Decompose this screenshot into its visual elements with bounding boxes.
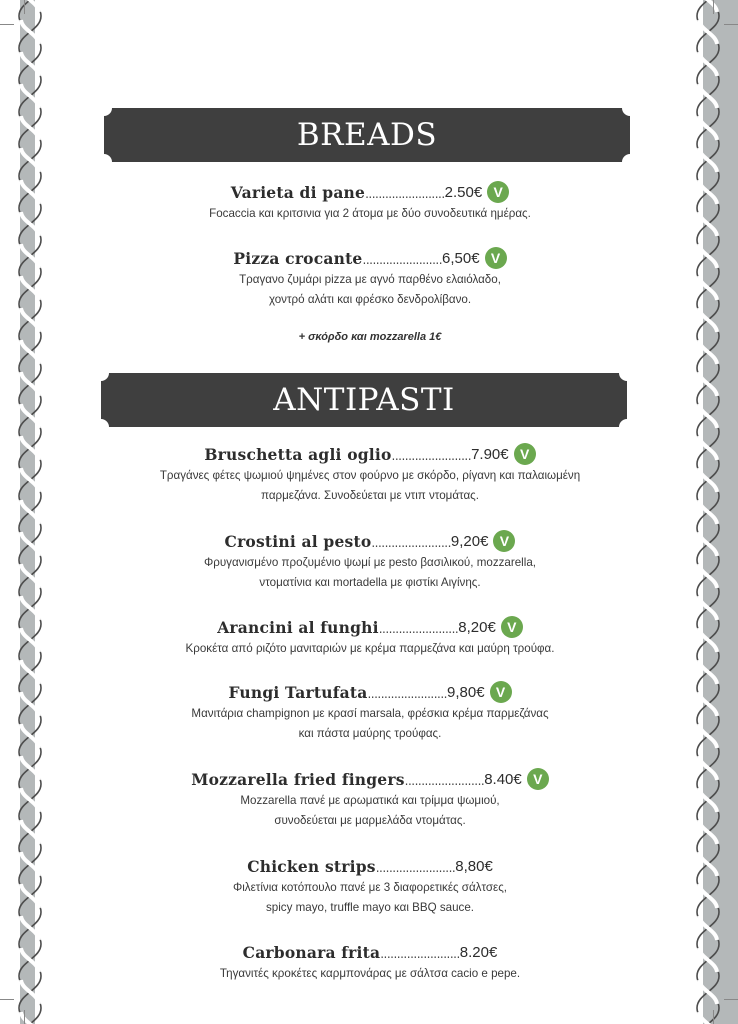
item-name: Bruschetta agli oglio <box>204 444 392 464</box>
item-price: 7.90€ <box>471 445 509 463</box>
item-dots: ........................ <box>404 774 485 788</box>
vegetarian-icon: V <box>485 247 507 269</box>
item-dots: ........................ <box>365 187 445 201</box>
item-dots: ........................ <box>378 622 459 636</box>
left-rope-border <box>0 0 60 1024</box>
menu-item <box>90 616 650 659</box>
vegetarian-icon: V <box>501 616 523 638</box>
crop-mark <box>724 999 738 1000</box>
crop-mark <box>724 24 738 25</box>
antipasti-banner <box>101 373 627 427</box>
right-rope-border <box>678 0 738 1024</box>
vegetarian-icon: V <box>490 681 512 703</box>
item-description: Φρυγανισμένο προζυμένιο ψωμί με pesto βασιλικού, mozzarella, ντοματίνια και mortadella με φιστίκι Αιγίνης. <box>204 556 536 589</box>
menu-item <box>90 768 650 831</box>
item-price: 9,20€ <box>450 532 489 550</box>
menu-item <box>90 247 650 310</box>
crop-mark <box>713 0 714 14</box>
item-description: Κροκέτα από ριζότο μανιταριών με κρέμα παρμεζάνα και μαύρη τρούφα. <box>185 642 555 655</box>
item-dots: ........................ <box>375 861 456 875</box>
vegetarian-icon: V <box>487 181 509 203</box>
vegetarian-icon: V <box>527 768 549 790</box>
crop-mark <box>0 999 14 1000</box>
vegetarian-icon: V <box>493 530 515 552</box>
item-dots: ........................ <box>380 947 460 961</box>
menu-item <box>90 530 650 593</box>
item-dots: ........................ <box>362 253 443 267</box>
item-name: Crostini al pesto <box>224 531 372 551</box>
item-description: Μανιτάρια champignon με κρασί marsala, φρέσκια κρέμα παρμεζάνας και πάστα μαύρης τρούφας. <box>191 707 549 740</box>
item-price: 8.40€ <box>484 770 522 788</box>
item-description: Τραγάνες φέτες ψωμιού ψημένες στον φούρνο με σκόρδο, ρίγανη και παλαιωμένη παρμεζάνα. Συνοδεύεται με ντιπ ντομάτας. <box>159 469 581 502</box>
item-description: Τηγανιτές κροκέτες καρμπονάρας με σάλτσα cacio e pepe. <box>219 967 521 980</box>
section-title-breads: BREADS <box>296 117 438 153</box>
item-price: 8.20€ <box>459 943 498 961</box>
item-name: Chicken strips <box>247 856 376 876</box>
crop-mark <box>24 0 25 14</box>
item-description: Mozzarella πανέ με αρωματικά και τρίμμα ψωμιού, συνοδεύεται με μαρμελάδα ντομάτας. <box>240 794 500 827</box>
extra-note: + σκόρδο και mozzarella 1€ <box>298 331 442 343</box>
item-name: Fungi Tartufata <box>228 682 368 702</box>
item-dots: ........................ <box>371 536 451 550</box>
item-name: Mozzarella fried fingers <box>191 769 405 789</box>
menu-item <box>90 855 650 918</box>
menu-item <box>90 941 650 984</box>
vegetarian-icon: V <box>514 443 536 465</box>
item-description: Φιλετίνια κοτόπουλο πανέ με 3 διαφορετικές σάλτσες, spicy mayo, truffle mayo και BBQ sauce. <box>232 881 507 914</box>
item-price: 8,80€ <box>455 857 493 875</box>
item-description: Focaccia και κριτσινια για 2 άτομα με δύο συνοδευτικά ημέρας. <box>209 207 531 220</box>
item-price: 2.50€ <box>444 183 483 201</box>
item-price: 8,20€ <box>458 618 496 636</box>
item-name: Varieta di pane <box>230 182 366 202</box>
crop-mark <box>0 24 14 25</box>
item-name: Arancini al funghi <box>217 617 379 637</box>
item-price: 6,50€ <box>442 249 480 267</box>
item-description: Τραγανο ζυμάρι pizza με αγνό παρθένο ελαιόλαδο, χοντρό αλάτι και φρέσκο δενδρολίβανο. <box>239 273 501 306</box>
crop-mark <box>713 1010 714 1024</box>
item-name: Pizza crocante <box>233 248 363 268</box>
item-dots: ........................ <box>367 687 447 701</box>
item-name: Carbonara frita <box>242 942 381 962</box>
item-price: 9,80€ <box>447 683 485 701</box>
menu-item <box>90 443 650 506</box>
menu-item <box>90 681 650 744</box>
menu-item <box>90 181 650 224</box>
breads-banner <box>104 108 630 162</box>
crop-mark <box>24 1010 25 1024</box>
section-title-antipasti: ANTIPASTI <box>273 382 455 418</box>
item-dots: ........................ <box>391 449 472 463</box>
